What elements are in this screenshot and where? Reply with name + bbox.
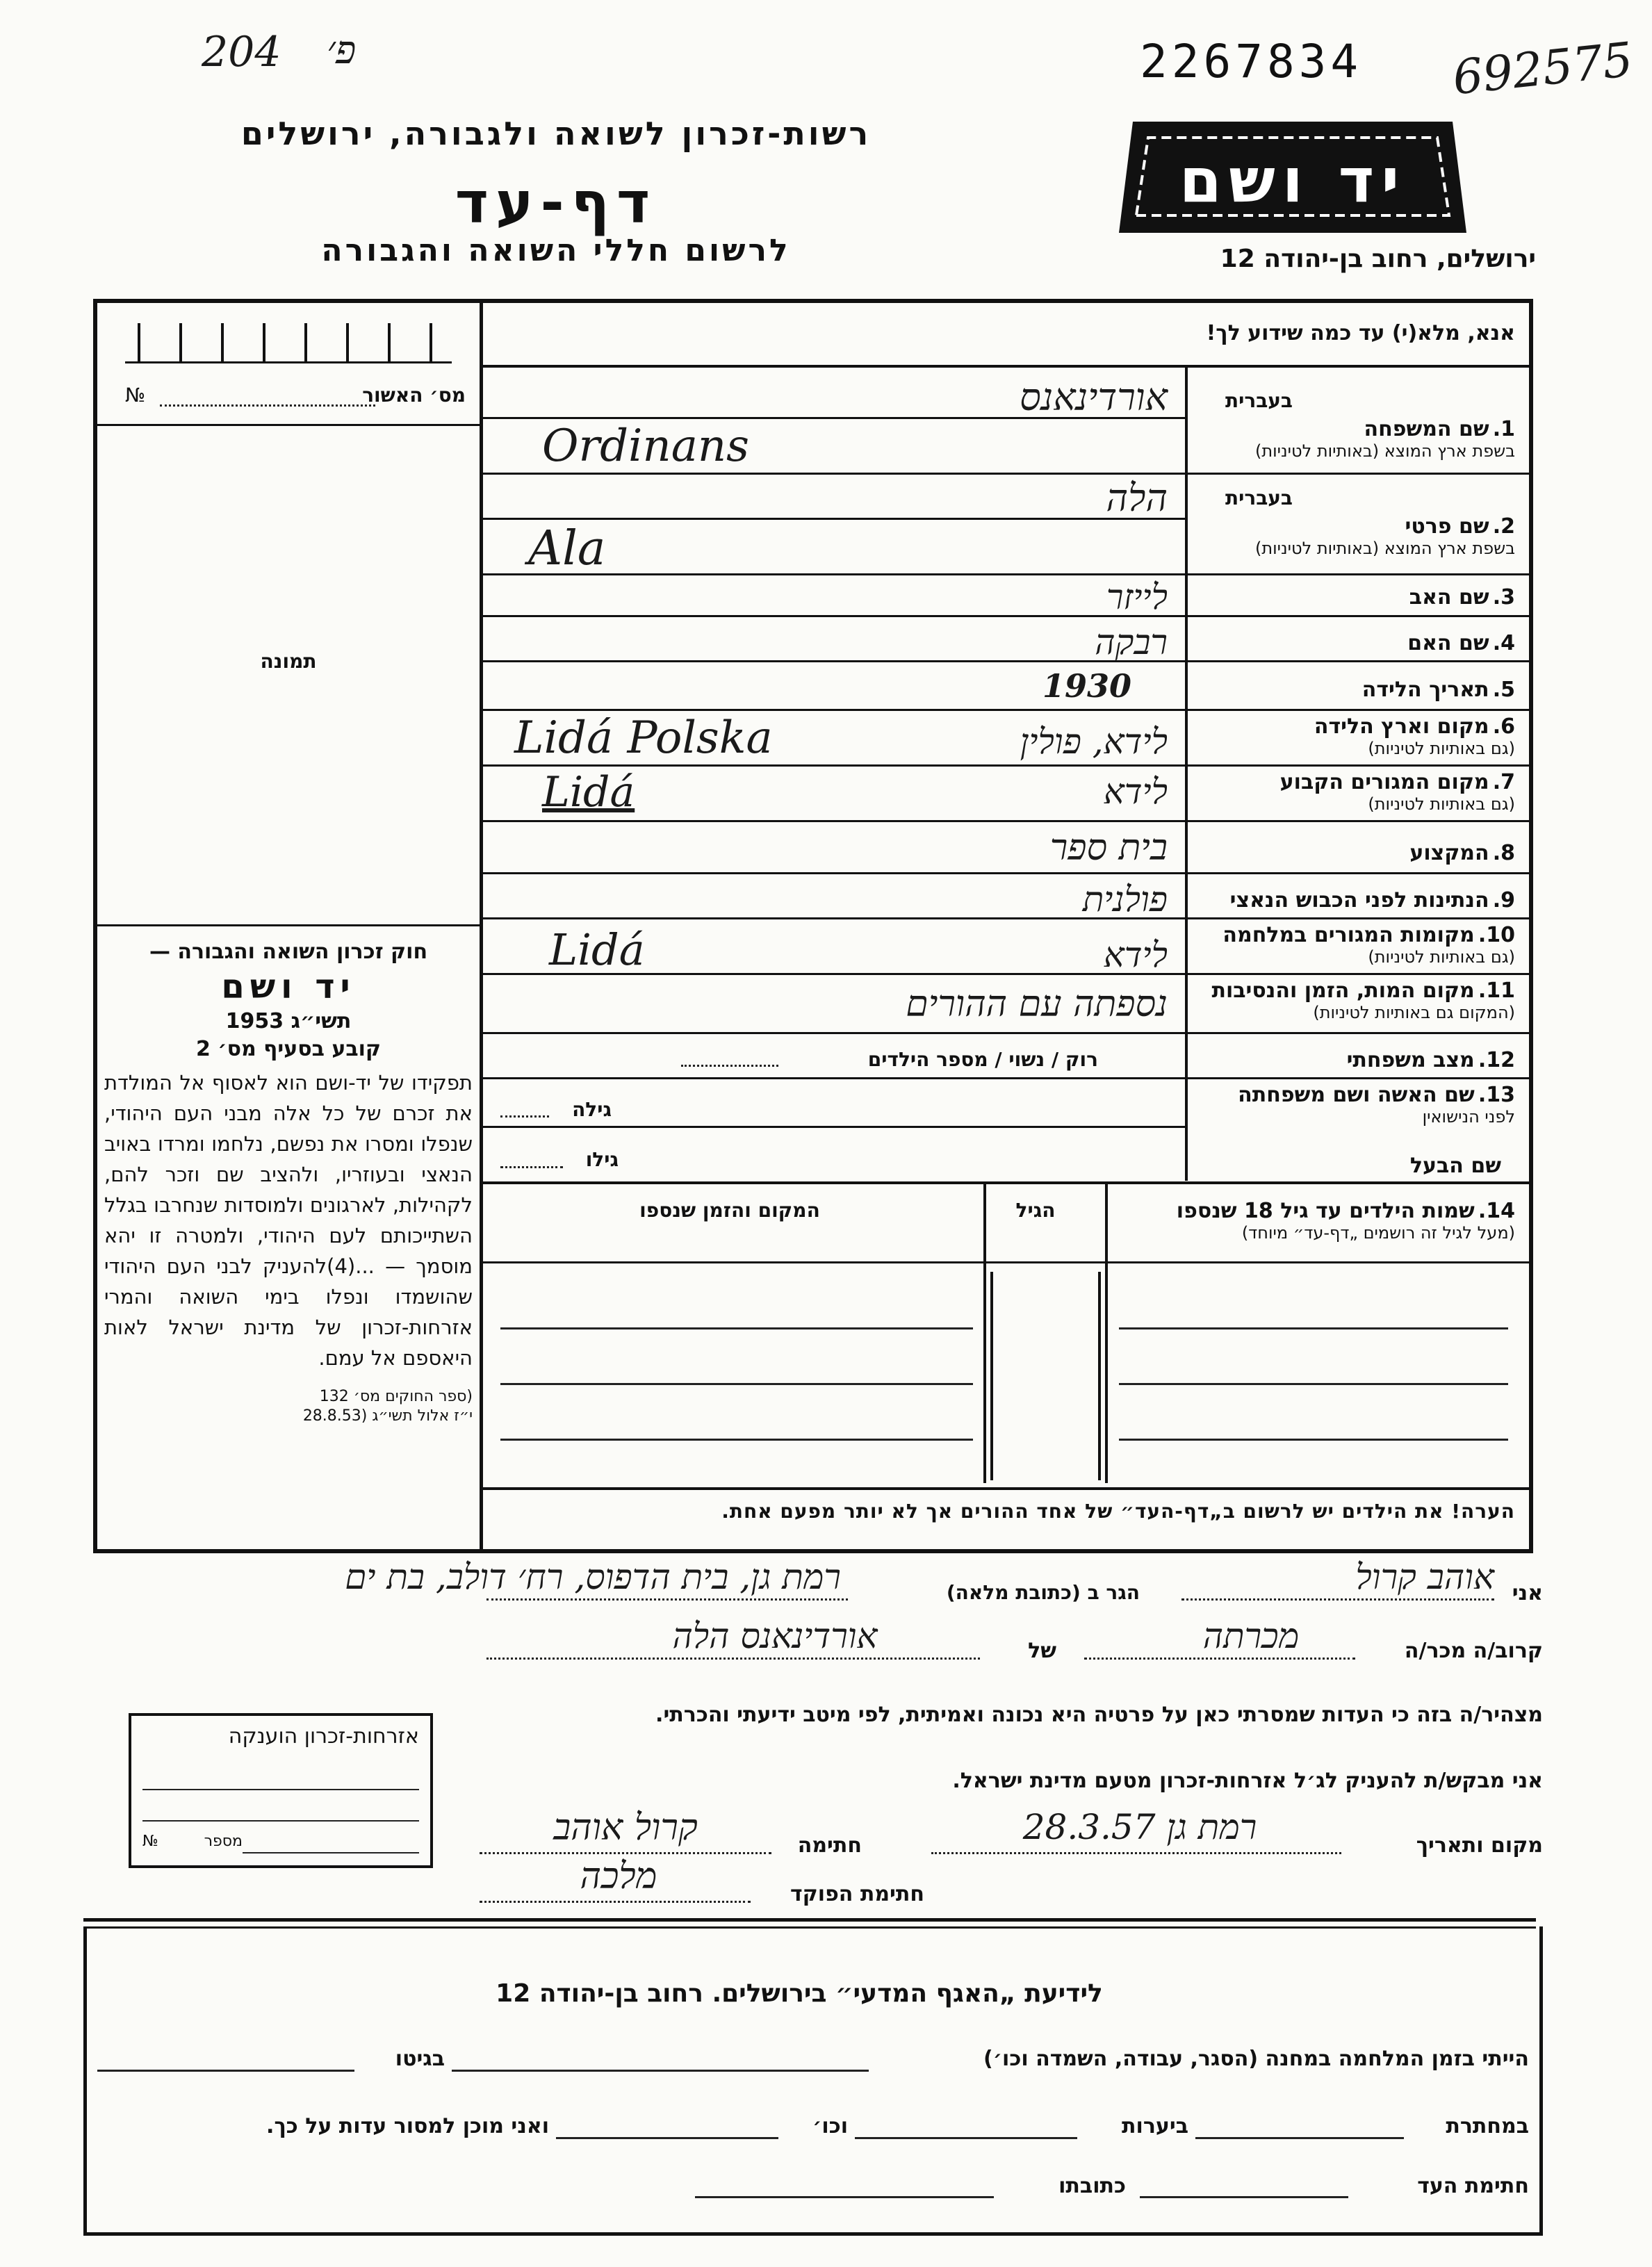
field-birthplace-label: 6. מקום וארץ הלידה (גם באותיות לטיניות) bbox=[1314, 714, 1515, 758]
declarant-ani: אני bbox=[1512, 1581, 1543, 1605]
form-subtitle: לרשום חללי השואה והגבורה bbox=[321, 233, 791, 268]
birthplace-latin: Lidá Polska bbox=[514, 712, 773, 764]
fill-notice: אנא, מלא(י) עד כמה שידוע לך! bbox=[1206, 321, 1515, 345]
in-hebrew-label-2: בעברית bbox=[1225, 486, 1293, 509]
officer-signature: מלכה bbox=[580, 1856, 657, 1897]
footer-camp-label: הייתי בזמן המלחמה במחנה (הסגר, עבודה, השמדה וכו׳) bbox=[983, 2047, 1529, 2071]
field-occupation-label: 8. המקצוע bbox=[1409, 841, 1515, 865]
footer-ghetto-label: בגיטו bbox=[395, 2047, 445, 2071]
mother-name: רבקה bbox=[1095, 622, 1168, 662]
surname-hebrew: אורדינאנס bbox=[1019, 375, 1168, 419]
residence-latin: Lidá bbox=[542, 768, 635, 817]
registration-note: הערה! את הילדים יש לרשום ב„דף-העד״ של אחד ההורים אך לא יותר מפעם אחת. bbox=[721, 1500, 1515, 1523]
field-death-label: 11. מקום המות, הזמן והנסיבות (המקום גם באותיות לטיניות) bbox=[1211, 979, 1515, 1022]
firstname-latin: Ala bbox=[528, 521, 606, 576]
her-age-label: גילה bbox=[572, 1098, 612, 1121]
handwritten-code: 204 bbox=[202, 28, 281, 76]
field-residence-label: 7. מקום המגורים הקבוע (גם באותיות לטיניות) bbox=[1279, 770, 1515, 814]
spouse-label: שם הבעל bbox=[1409, 1154, 1501, 1178]
field-father-label: 3. שם האב bbox=[1409, 585, 1515, 609]
field-citizenship-label: 9. הנתינות לפני הכבוש הנאצי bbox=[1229, 888, 1515, 912]
field-firstname-label: 2. שם פרטי בשפת ארץ המוצא (באותיות לטיניות) bbox=[1255, 514, 1515, 558]
relation: מכרתה bbox=[1202, 1616, 1300, 1656]
occupation: בית ספר bbox=[1049, 827, 1168, 869]
barcode-ticks bbox=[125, 320, 452, 363]
declaration-text: מצהיר/ה בזה כי העדות שמסרתי כאן על פרטיה היא נכונה ואמיתית, לפי מיטב ידיעתי והכרתי. bbox=[655, 1703, 1543, 1727]
handwritten-pe: פ׳ bbox=[327, 28, 357, 73]
approval-number: מס׳ האשור № bbox=[125, 384, 466, 407]
field-mother-label: 4. שם האם bbox=[1407, 631, 1515, 655]
citizenship: פולנית bbox=[1082, 879, 1168, 919]
death-circumstances: נספתה עם ההורים bbox=[906, 983, 1168, 1025]
field-wartime-residence-label: 10. מקומות המגורים במלחמה (גם באותיות לטיניות) bbox=[1222, 923, 1515, 967]
photo-label: תמונה bbox=[260, 650, 317, 673]
serial-number: 2267834 bbox=[1140, 35, 1363, 88]
in-hebrew-label-1: בעברית bbox=[1225, 389, 1293, 412]
of-name: אורדינאנס הלה bbox=[672, 1616, 878, 1656]
officer-label: חתימת הפוקד bbox=[790, 1882, 924, 1906]
footer-etc-label: וכו׳ bbox=[812, 2114, 848, 2138]
request-text: אני מבקש/ת להעניק לג׳ל אזרחות-זכרון מטעם מדינת ישראל. bbox=[952, 1769, 1543, 1793]
relative-label: קרוב/ה מכר/ה bbox=[1404, 1639, 1543, 1663]
children-header: 14. שמות הילדים עד גיל 18 שנספו (מעל לגיל זה רושמים „דף-עד״ מיוחד) bbox=[1176, 1199, 1515, 1243]
yad-vashem-logo: יד ושם bbox=[1105, 111, 1480, 243]
place-date: רמת גן 28.3.57 bbox=[1022, 1807, 1257, 1847]
of-label: של bbox=[1028, 1639, 1056, 1663]
place-date-label: מקום ותאריך bbox=[1416, 1833, 1543, 1858]
footer-title: לידיעת „האגף המדעי״ בירושלים. רחוב בן-יהודה 12 bbox=[496, 1979, 1103, 2008]
firstname-hebrew: הלה bbox=[1106, 476, 1168, 520]
signature-label: חתימה bbox=[797, 1833, 862, 1858]
his-age-label: גילו bbox=[585, 1148, 619, 1171]
declarant-address: רמת גן, בית הדפוס, רח׳ דולב, בת ים bbox=[345, 1557, 841, 1597]
institution-name: רשות-זכרון לשואה ולגבורה, ירושלים bbox=[240, 115, 872, 152]
field-wife-label: 13. שם האשה ושם משפחתה לפני הנישואין bbox=[1238, 1083, 1515, 1127]
children-place-header: המקום והזמן שנספו bbox=[639, 1199, 820, 1222]
citizenship-box: אזרחות-זכרון הוענקה מספר № bbox=[129, 1713, 433, 1868]
footer-forests-label: ביערות bbox=[1122, 2114, 1188, 2138]
footer-underground-label: במחתרת bbox=[1446, 2114, 1529, 2138]
header-address: ירושלים, רחוב בן-יהודה 12 bbox=[1220, 245, 1536, 273]
wartime-residence-hebrew: לידא bbox=[1103, 935, 1168, 975]
form-title: דף-עד bbox=[455, 170, 657, 236]
handwritten-file-number: 692575 bbox=[1450, 32, 1636, 106]
resident-label: הגר ב (כתובת מלאה) bbox=[946, 1581, 1140, 1604]
father-name: לייזר bbox=[1106, 577, 1168, 617]
law-excerpt: חוק זכרון השואה והגבורה — יד ושם תשי״ג 1953 קובע בסעיף מס׳ 2 תפקידו של יד-ושם הוא לאסוף אל המולדת את זכרם של כל אלה מבני העם היהודי, שנפלו ומסרו את נפשם, נלחמו ומרדו באויב הנאצי ובעוזריו, ולהציב שם וזכר להם, לקהילות, לארגונים ולמוסדות שנחרבו בגלל השתייכותם לעם היהודי, ולמטרה זו יהא מוסמך — ...(4)להעניק לבני העם היהודי שהושמדו ונפלו בימי השואה והמרי אזרחות-זכרון של מדינת ישראל לאות היאספם אל עמם. (ספר החוקים מס׳ 132 י״ז אלול תשי״ג (28.8.53 bbox=[104, 940, 473, 1425]
declarant-signature: קרול אוהב bbox=[553, 1807, 698, 1849]
declarant-name: אוהב קרול bbox=[1355, 1557, 1494, 1597]
residence-hebrew: לידא bbox=[1103, 771, 1168, 812]
footer-willing-label: ואני מוכן למסור עדות על כך. bbox=[266, 2114, 549, 2138]
wartime-residence-latin: Lidá bbox=[549, 924, 645, 975]
field-birthdate-label: 5. תאריך הלידה bbox=[1361, 678, 1515, 702]
children-age-header: הגיל bbox=[1015, 1199, 1056, 1222]
field-marital-label: 12. מצב משפחתי bbox=[1346, 1048, 1515, 1072]
marital-options: רוק / נשוי / מספר הילדים bbox=[867, 1048, 1098, 1071]
footer-address-label: כתובתו bbox=[1058, 2174, 1126, 2198]
footer-witness-signature-label: חתימת העד bbox=[1417, 2174, 1529, 2198]
surname-latin: Ordinans bbox=[542, 420, 749, 472]
birth-year: 1930 bbox=[1042, 667, 1132, 705]
birthplace-hebrew: לידא, פולין bbox=[1020, 721, 1168, 762]
field-surname-label: 1. שם המשפחה בשפת ארץ המוצא (באותיות לטיניות) bbox=[1255, 417, 1515, 461]
